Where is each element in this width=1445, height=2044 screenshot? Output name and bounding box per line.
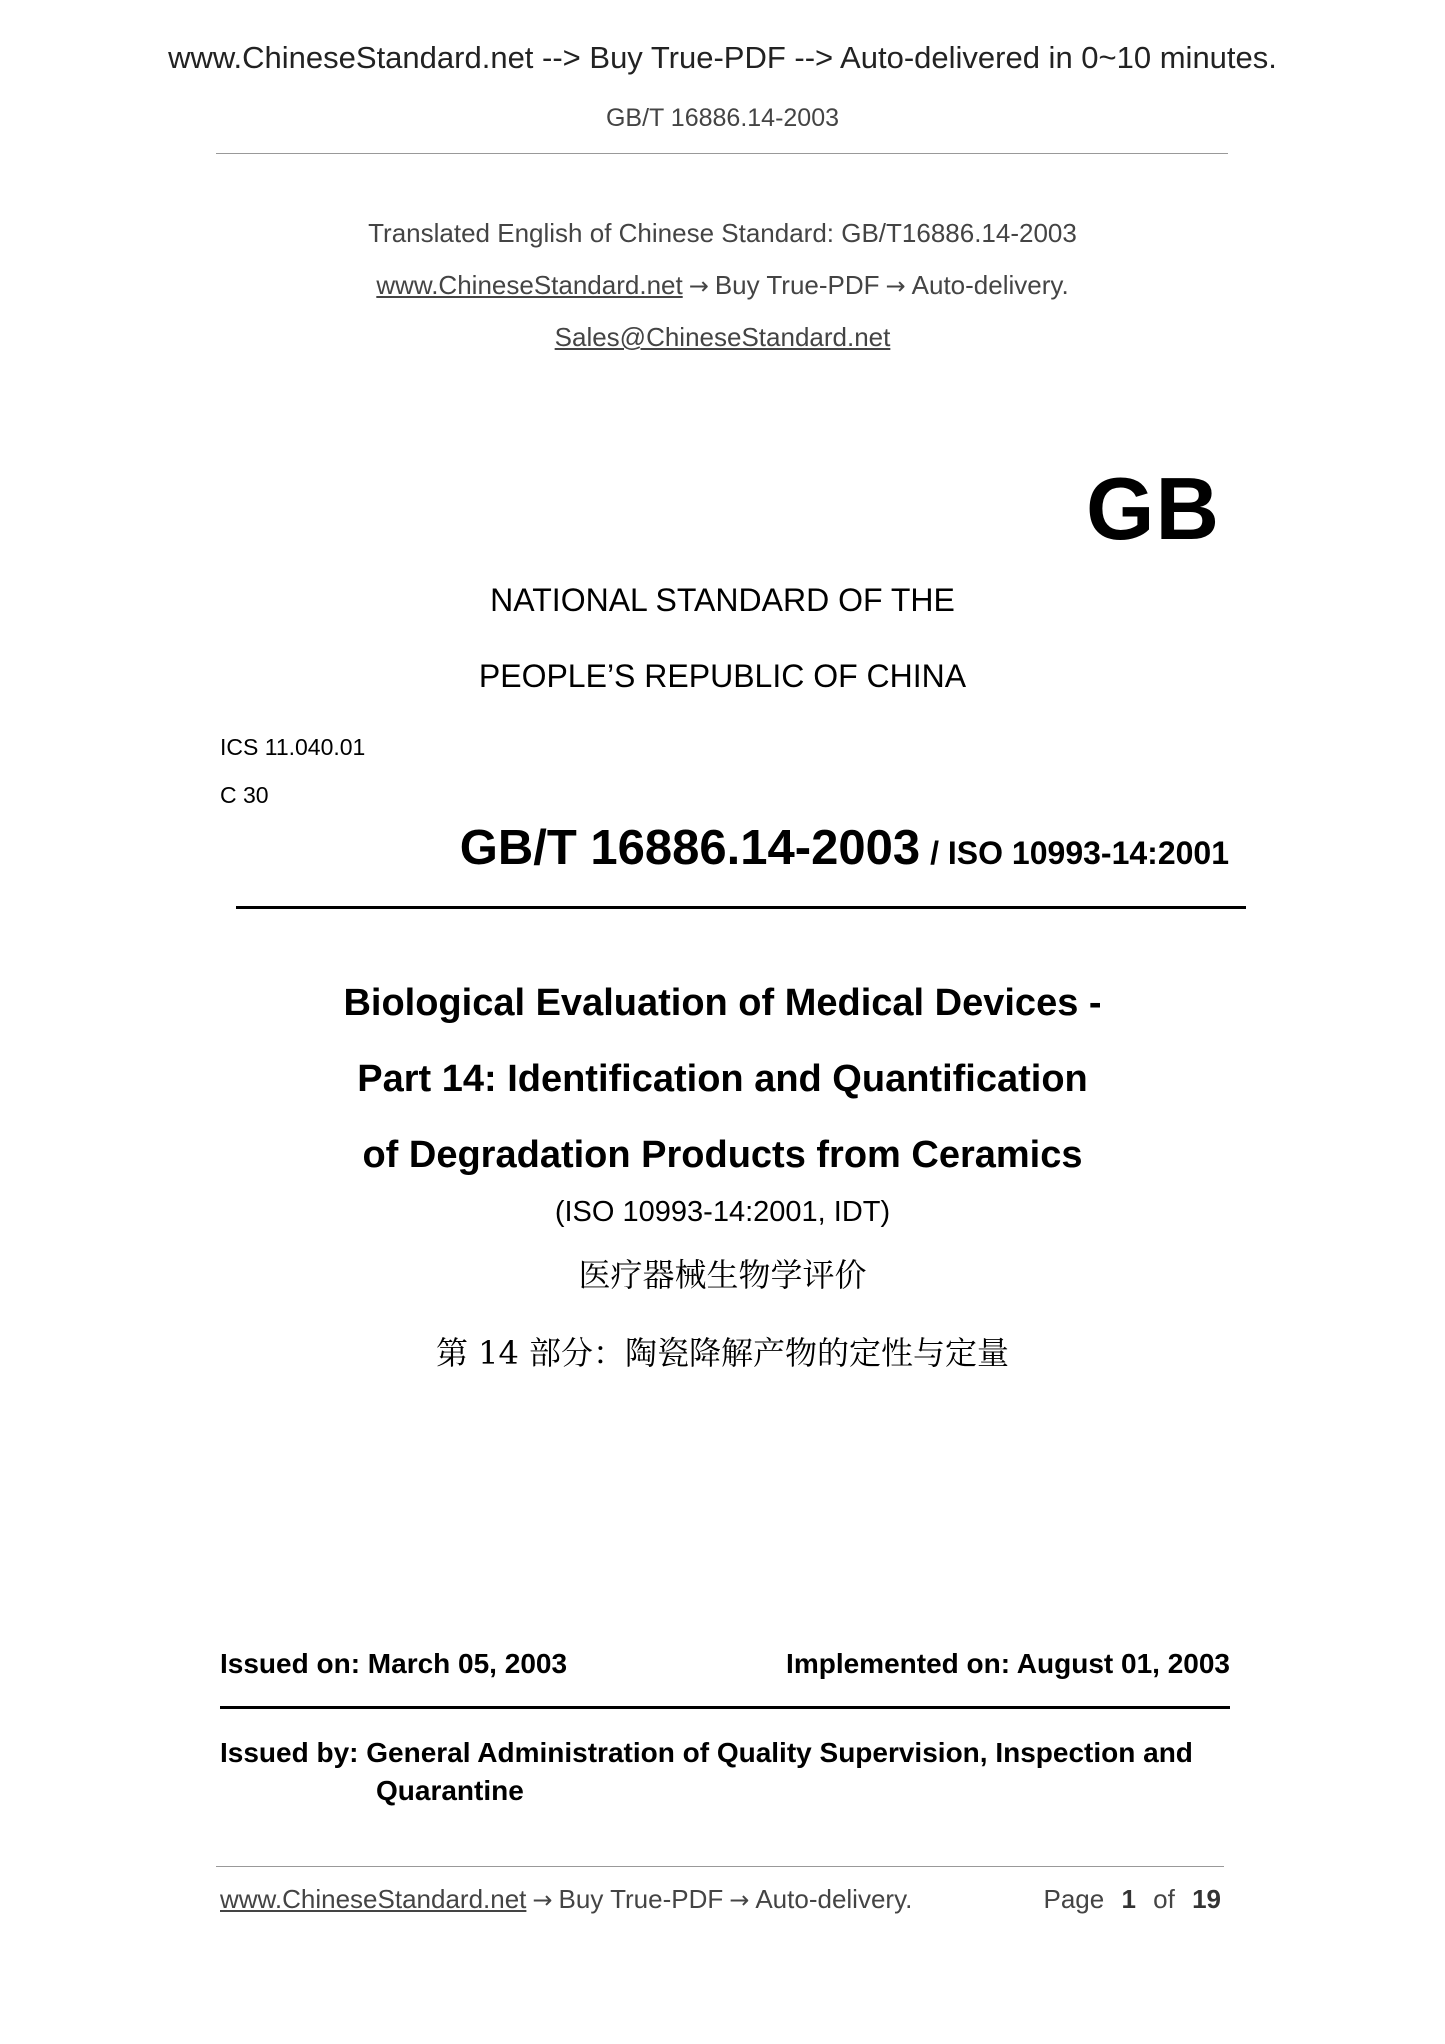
arrow-right-icon: →: [688, 272, 709, 300]
page-label: Page: [1043, 1884, 1105, 1914]
footer-buy-text: Buy True-PDF: [558, 1884, 724, 1914]
footer-delivery-line: [220, 1884, 912, 1915]
ccs-code: C 30: [220, 782, 269, 808]
email-line: [0, 322, 1445, 353]
ics-code: ICS 11.040.01: [220, 734, 366, 760]
issued-by-line-2: Quarantine: [376, 1775, 524, 1806]
footer-site-link[interactable]: www.ChineseStandard.net: [220, 1884, 527, 1914]
issue-date-rule: [220, 1706, 1230, 1709]
chinese-title-line-2: 第 14 部分：陶瓷降解产物的定性与定量: [435, 1334, 1010, 1372]
arrow-right-icon: →: [532, 1886, 553, 1914]
national-standard-line2: PEOPLE’S REPUBLIC OF CHINA: [478, 658, 967, 694]
footer-divider: [216, 1866, 1224, 1867]
national-standard-line1: NATIONAL STANDARD OF THE: [490, 582, 955, 618]
intro-delivery-line: [0, 270, 1445, 301]
title-line-3: of Degradation Products from Ceramics: [362, 1134, 1083, 1176]
title-line-2: Part 14: Identification and Quantification: [357, 1058, 1088, 1100]
header-standard-code: GB/T 16886.14-2003: [605, 104, 840, 132]
issued-by: [220, 1734, 1240, 1810]
standard-number: [460, 820, 1229, 876]
site-link[interactable]: www.ChineseStandard.net: [376, 270, 683, 300]
total-pages: 19: [1192, 1884, 1221, 1914]
auto-delivery-text: Auto-delivery.: [911, 270, 1069, 300]
buy-text: Buy True-PDF: [714, 270, 880, 300]
header-divider: [216, 153, 1228, 154]
arrow-right-icon: →: [729, 1886, 750, 1914]
idt-note: (ISO 10993-14:2001, IDT): [554, 1196, 891, 1228]
page-indicator: [1043, 1884, 1221, 1915]
issued-on: Issued on: March 05, 2003: [220, 1648, 568, 1679]
sales-email-link[interactable]: Sales@ChineseStandard.net: [554, 322, 891, 352]
implemented-on: Implemented on: August 01, 2003: [786, 1648, 1230, 1679]
title-line-1: Biological Evaluation of Medical Devices -: [343, 982, 1102, 1024]
iso-equivalent: / ISO 10993-14:2001: [930, 835, 1229, 871]
issued-by-line-1: Issued by: General Administration of Quality Supervision, Inspection and: [220, 1737, 1193, 1768]
translated-note: Translated English of Chinese Standard: GB/T16886.14-2003: [368, 218, 1077, 248]
gb-logo-mark: GB: [1086, 459, 1220, 558]
chinese-title-line-1: 医疗器械生物学评价: [578, 1256, 867, 1294]
standard-number-rule: [236, 906, 1246, 909]
footer-auto-delivery-text: Auto-delivery.: [755, 1884, 913, 1914]
arrow-right-icon: →: [885, 272, 906, 300]
of-label: of: [1153, 1884, 1175, 1914]
gbt-number: GB/T 16886.14-2003: [459, 821, 921, 875]
page-number: 1: [1121, 1884, 1136, 1914]
top-banner[interactable]: www.ChineseStandard.net --> Buy True-PDF --> Auto-delivered in 0~10 minutes.: [168, 40, 1277, 75]
